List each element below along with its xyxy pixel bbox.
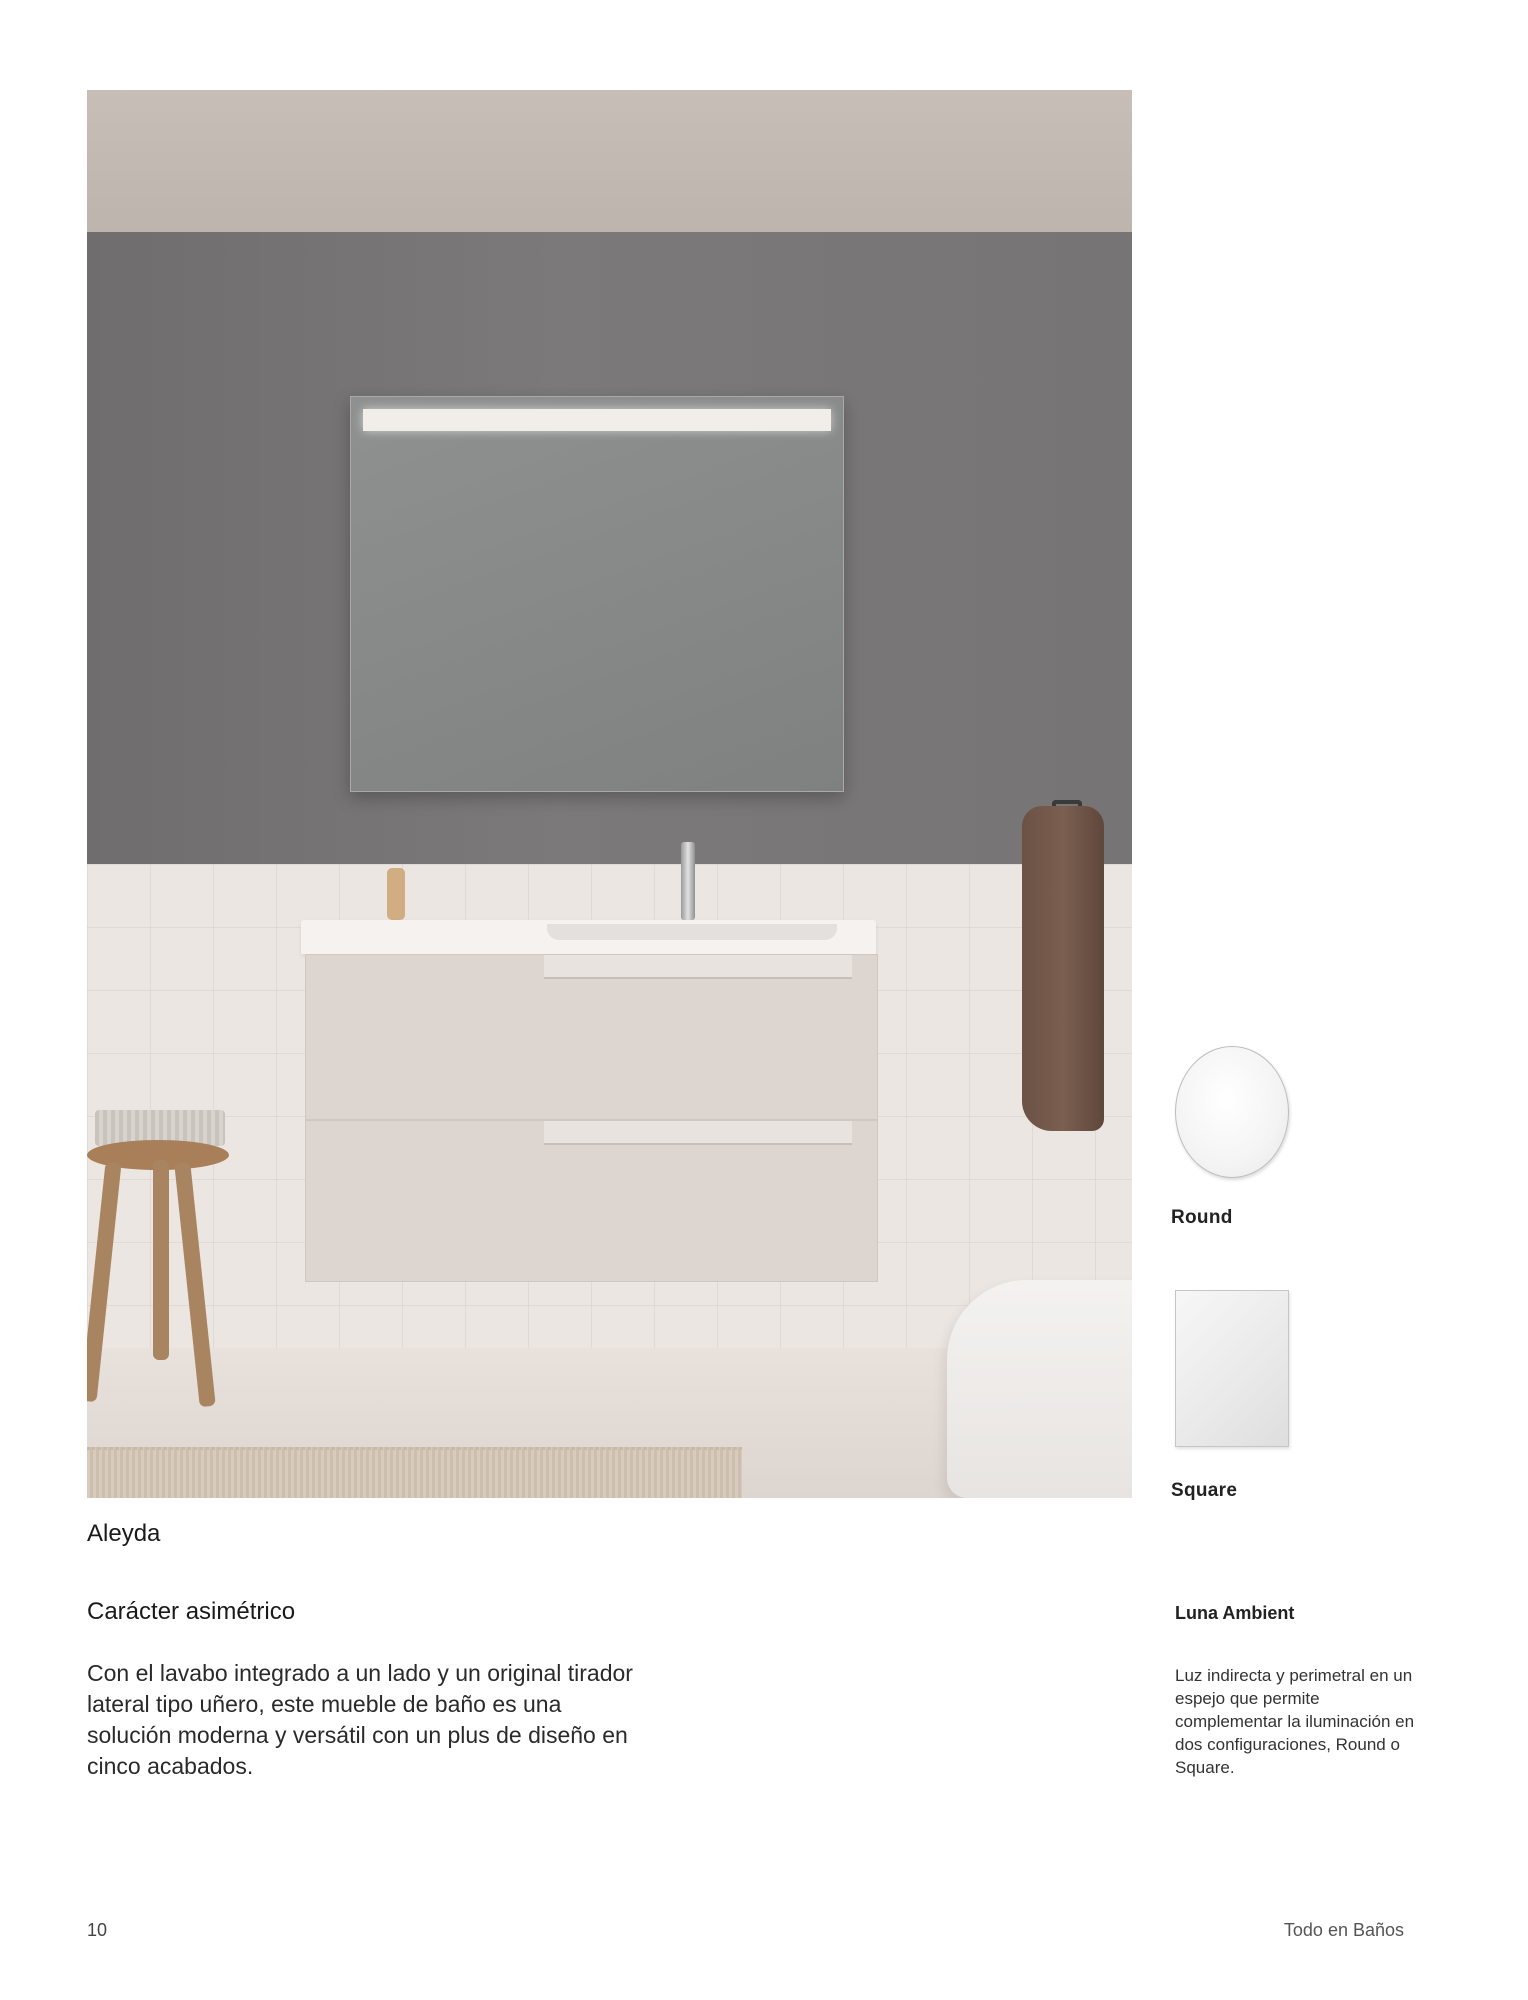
round-mirror-image <box>1175 1046 1289 1178</box>
photo-rug <box>87 1447 742 1498</box>
mirror-section-heading: Luna Ambient <box>1175 1603 1295 1623</box>
photo-faucet <box>681 842 695 920</box>
footer-brand: Todo en Baños <box>1283 1920 1404 1940</box>
photo-ceiling <box>87 90 1132 232</box>
round-mirror-label: Round <box>1171 1207 1233 1228</box>
product-heading: Carácter asimétrico <box>87 1598 296 1625</box>
photo-toilet <box>947 1280 1132 1498</box>
photo-led-mirror <box>350 396 844 792</box>
square-mirror-label: Square <box>1171 1480 1238 1501</box>
product-photo <box>87 90 1132 1498</box>
photo-drawer-top <box>305 954 878 1120</box>
square-mirror-image <box>1175 1290 1289 1447</box>
photo-drawer-bottom <box>305 1120 878 1282</box>
mirror-section-description: Luz indirecta y perimetral en un espejo que permite complementar la iluminación en dos configuraciones, Round o Square. <box>1175 1666 1415 1777</box>
photo-drawer-handle <box>544 955 852 979</box>
photo-stool-leg <box>153 1160 169 1360</box>
product-description: Con el lavabo integrado a un lado y un original tirador lateral tipo uñero, este mueble de baño es una solución moderna y versátil con un plus de diseño en cinco acabados. <box>87 1660 633 1779</box>
photo-vase <box>387 868 405 920</box>
photo-basin <box>547 924 837 940</box>
page-number: 10 <box>87 1920 108 1940</box>
product-name: Aleyda <box>87 1520 161 1547</box>
photo-drawer-handle <box>544 1121 852 1145</box>
photo-mirror-light <box>363 409 831 431</box>
photo-hanging-towel <box>1022 806 1104 1131</box>
